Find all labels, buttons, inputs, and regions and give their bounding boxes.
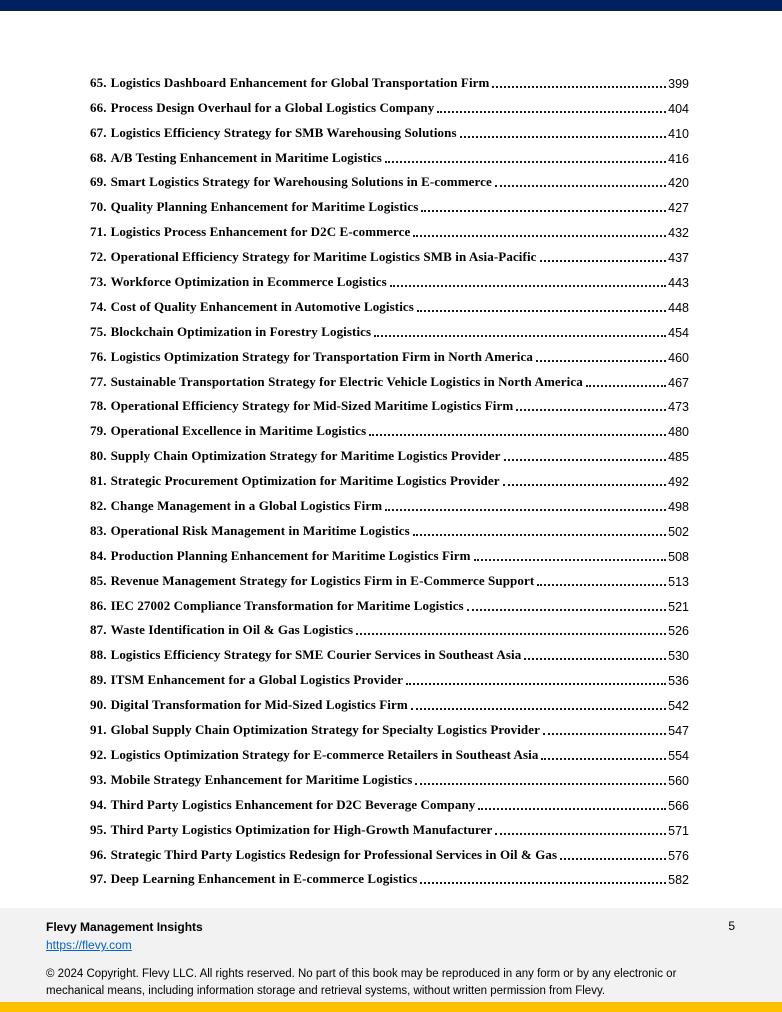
toc-entry-page-number: 536 xyxy=(668,674,689,689)
toc-entry-number: 73. xyxy=(90,274,107,290)
toc-entry[interactable] xyxy=(90,738,689,763)
toc-entry-title: Waste Identification in Oil & Gas Logistics xyxy=(110,622,354,638)
toc-entry[interactable] xyxy=(90,564,689,589)
dot-leader xyxy=(421,210,666,212)
toc-entry[interactable] xyxy=(90,141,689,166)
dot-leader xyxy=(406,683,666,685)
toc-entry-number: 65. xyxy=(90,74,107,90)
dot-leader xyxy=(495,833,666,835)
dot-leader xyxy=(516,409,666,411)
toc-entry-page-number: 404 xyxy=(668,101,689,116)
toc-entry-title: Revenue Management Strategy for Logistics Firm in E-Commerce Support xyxy=(110,572,535,588)
toc-entry[interactable] xyxy=(90,240,689,265)
toc-entry-title: Mobile Strategy Enhancement for Maritime Logistics xyxy=(110,771,413,787)
toc-entry-title: Cost of Quality Enhancement in Automotive Logistics xyxy=(110,298,414,314)
toc-entry-number: 95. xyxy=(90,821,107,837)
toc-entry[interactable] xyxy=(90,66,689,91)
toc-entry-number: 81. xyxy=(90,473,107,489)
toc-entry[interactable] xyxy=(90,340,689,365)
copyright-text: © 2024 Copyright. Flevy LLC. All rights reserved. No part of this book may be reproduced in any form or by any electronic or mechanical means, including information storage and retrieval systems, without written permission from Flevy. xyxy=(46,968,677,997)
dot-leader xyxy=(560,858,666,860)
toc-entry-page-number: 542 xyxy=(668,699,689,714)
dot-leader xyxy=(478,808,666,810)
dot-leader xyxy=(543,733,666,735)
toc-entry[interactable] xyxy=(90,763,689,788)
toc-entry-number: 82. xyxy=(90,498,107,514)
toc-entry-number: 72. xyxy=(90,249,107,265)
toc-entry-title: Operational Risk Management in Maritime Logistics xyxy=(110,522,410,538)
toc-entry-number: 85. xyxy=(90,572,107,588)
footer-link[interactable]: https://flevy.com xyxy=(46,938,132,952)
toc-entry-title: Logistics Efficiency Strategy for SME Courier Services in Southeast Asia xyxy=(110,647,522,663)
toc-entry-page-number: 521 xyxy=(668,599,689,614)
dot-leader xyxy=(415,783,666,785)
dot-leader xyxy=(356,633,666,635)
toc-entry-page-number: 560 xyxy=(668,773,689,788)
toc-entry-title: Blockchain Optimization in Forestry Logistics xyxy=(110,323,372,339)
toc-entry-title: Logistics Process Enhancement for D2C E-commerce xyxy=(110,224,411,240)
toc-entry-title: Third Party Logistics Enhancement for D2C Beverage Company xyxy=(110,796,476,812)
toc-entry-number: 75. xyxy=(90,323,107,339)
toc-entry[interactable] xyxy=(90,166,689,191)
toc-entry-page-number: 526 xyxy=(668,624,689,639)
toc-entry-title: Supply Chain Optimization Strategy for Maritime Logistics Provider xyxy=(110,448,501,464)
toc-entry-title: Logistics Optimization Strategy for Transportation Firm in North America xyxy=(110,348,533,364)
toc-entry-number: 83. xyxy=(90,522,107,538)
toc-entry-title: Global Supply Chain Optimization Strategy for Specialty Logistics Provider xyxy=(110,722,540,738)
toc-entry[interactable] xyxy=(90,838,689,863)
toc-entry-page-number: 576 xyxy=(668,848,689,863)
toc-entry-page-number: 467 xyxy=(668,375,689,390)
toc-entry-number: 70. xyxy=(90,199,107,215)
toc-entry[interactable] xyxy=(90,439,689,464)
dot-leader xyxy=(385,161,666,163)
toc-entry-title: Process Design Overhaul for a Global Logistics Company xyxy=(110,99,435,115)
toc-entry-title: Operational Efficiency Strategy for Mid-Sized Maritime Logistics Firm xyxy=(110,398,514,414)
dot-leader xyxy=(503,484,667,486)
toc-entry-number: 74. xyxy=(90,298,107,314)
toc-entry-number: 91. xyxy=(90,722,107,738)
toc-entry-page-number: 410 xyxy=(668,126,689,141)
dot-leader xyxy=(417,310,666,312)
toc-entry[interactable] xyxy=(90,315,689,340)
toc-entry[interactable] xyxy=(90,414,689,439)
toc-entry-number: 66. xyxy=(90,99,107,115)
toc-entry[interactable] xyxy=(90,713,689,738)
toc-entry-page-number: 427 xyxy=(668,201,689,216)
dot-leader xyxy=(420,882,666,884)
toc-entry[interactable] xyxy=(90,390,689,415)
toc-entry[interactable] xyxy=(90,116,689,141)
toc-entry-page-number: 498 xyxy=(668,500,689,515)
toc-entry-number: 96. xyxy=(90,846,107,862)
toc-entry-page-number: 502 xyxy=(668,524,689,539)
toc-entry-title: Strategic Procurement Optimization for Maritime Logistics Provider xyxy=(110,473,500,489)
page-number: 5 xyxy=(728,919,735,933)
toc-entry-title: Third Party Logistics Optimization for High-Growth Manufacturer xyxy=(110,821,493,837)
toc-entry-title: Sustainable Transportation Strategy for Electric Vehicle Logistics in North America xyxy=(110,373,583,389)
dot-leader xyxy=(586,385,666,387)
toc-entry-number: 90. xyxy=(90,697,107,713)
toc-entry-page-number: 530 xyxy=(668,649,689,664)
toc-entry-number: 97. xyxy=(90,871,107,887)
dot-leader xyxy=(460,136,666,138)
toc-entry-page-number: 485 xyxy=(668,450,689,465)
toc-entry-page-number: 582 xyxy=(668,873,689,888)
toc-entry-title: Quality Planning Enhancement for Maritime Logistics xyxy=(110,199,419,215)
toc-entry-page-number: 547 xyxy=(668,724,689,739)
page-footer xyxy=(0,908,782,1002)
toc-entry-number: 89. xyxy=(90,672,107,688)
dot-leader xyxy=(492,86,666,88)
toc-entry[interactable] xyxy=(90,863,689,888)
top-accent-bar xyxy=(0,0,782,11)
toc-entry-number: 94. xyxy=(90,796,107,812)
toc-entry-number: 78. xyxy=(90,398,107,414)
toc-entry-page-number: 473 xyxy=(668,400,689,415)
toc-entry[interactable] xyxy=(90,589,689,614)
toc-entry-number: 79. xyxy=(90,423,107,439)
toc-entry-number: 84. xyxy=(90,547,107,563)
dot-leader xyxy=(411,708,666,710)
toc-entry-page-number: 432 xyxy=(668,226,689,241)
toc-entry[interactable] xyxy=(90,788,689,813)
toc-entry-number: 67. xyxy=(90,124,107,140)
dot-leader xyxy=(537,584,666,586)
dot-leader xyxy=(385,509,666,511)
dot-leader xyxy=(524,658,666,660)
toc-entry-number: 69. xyxy=(90,174,107,190)
toc-entry[interactable] xyxy=(90,638,689,663)
toc-entry[interactable] xyxy=(90,91,689,116)
toc-entry[interactable] xyxy=(90,215,689,240)
dot-leader xyxy=(437,111,666,113)
toc-entry-title: Smart Logistics Strategy for Warehousing Solutions in E-commerce xyxy=(110,174,492,190)
toc-entry-page-number: 513 xyxy=(668,574,689,589)
bottom-accent-bar xyxy=(0,1002,782,1012)
toc-entry[interactable] xyxy=(90,489,689,514)
dot-leader xyxy=(369,434,666,436)
toc-entry-page-number: 399 xyxy=(668,76,689,91)
toc-entry[interactable] xyxy=(90,464,689,489)
toc-entry-number: 80. xyxy=(90,448,107,464)
toc-entry-page-number: 492 xyxy=(668,475,689,490)
toc-entry[interactable] xyxy=(90,514,689,539)
toc-entry[interactable] xyxy=(90,688,689,713)
toc-entry-number: 86. xyxy=(90,597,107,613)
toc-list xyxy=(90,66,689,887)
toc-entry-page-number: 437 xyxy=(668,251,689,266)
toc-entry[interactable] xyxy=(90,265,689,290)
dot-leader xyxy=(413,235,666,237)
toc-entry-number: 68. xyxy=(90,149,107,165)
dot-leader xyxy=(474,559,667,561)
toc-entry-title: Workforce Optimization in Ecommerce Logistics xyxy=(110,274,387,290)
dot-leader xyxy=(413,534,666,536)
footer-brand-block xyxy=(46,919,203,954)
toc-entry-page-number: 480 xyxy=(668,425,689,440)
footer-brand: Flevy Management Insights xyxy=(46,920,203,934)
dot-leader xyxy=(495,185,666,187)
toc-entry[interactable] xyxy=(90,290,689,315)
toc-entry-title: Logistics Optimization Strategy for E-commerce Retailers in Southeast Asia xyxy=(110,746,539,762)
toc-entry-title: Operational Efficiency Strategy for Maritime Logistics SMB in Asia-Pacific xyxy=(110,249,537,265)
toc-entry-title: IEC 27002 Compliance Transformation for Maritime Logistics xyxy=(110,597,464,613)
toc-entry-page-number: 454 xyxy=(668,325,689,340)
toc-entry-title: A/B Testing Enhancement in Maritime Logistics xyxy=(110,149,382,165)
dot-leader xyxy=(390,285,666,287)
toc-entry-number: 87. xyxy=(90,622,107,638)
toc-entry-title: Logistics Dashboard Enhancement for Global Transportation Firm xyxy=(110,74,490,90)
table-of-contents xyxy=(90,66,689,887)
toc-entry[interactable] xyxy=(90,663,689,688)
toc-entry-page-number: 443 xyxy=(668,276,689,291)
toc-entry-number: 76. xyxy=(90,348,107,364)
toc-entry-number: 71. xyxy=(90,224,107,240)
dot-leader xyxy=(540,260,667,262)
toc-entry[interactable] xyxy=(90,190,689,215)
toc-entry[interactable] xyxy=(90,365,689,390)
toc-entry-page-number: 416 xyxy=(668,151,689,166)
toc-entry[interactable] xyxy=(90,614,689,639)
toc-entry-title: Strategic Third Party Logistics Redesign for Professional Services in Oil & Gas xyxy=(110,846,558,862)
toc-entry[interactable] xyxy=(90,539,689,564)
toc-entry-title: Digital Transformation for Mid-Sized Logistics Firm xyxy=(110,697,408,713)
toc-entry-page-number: 508 xyxy=(668,549,689,564)
footer-top-row xyxy=(46,919,736,954)
toc-entry[interactable] xyxy=(90,813,689,838)
toc-entry-title: Production Planning Enhancement for Maritime Logistics Firm xyxy=(110,547,471,563)
toc-entry-number: 77. xyxy=(90,373,107,389)
dot-leader xyxy=(467,609,666,611)
toc-entry-number: 88. xyxy=(90,647,107,663)
toc-entry-page-number: 420 xyxy=(668,176,689,191)
toc-entry-title: Operational Excellence in Maritime Logistics xyxy=(110,423,367,439)
toc-entry-page-number: 566 xyxy=(668,798,689,813)
dot-leader xyxy=(541,758,666,760)
toc-entry-number: 93. xyxy=(90,771,107,787)
toc-entry-page-number: 571 xyxy=(668,823,689,838)
toc-entry-title: Change Management in a Global Logistics Firm xyxy=(110,498,383,514)
toc-entry-title: Logistics Efficiency Strategy for SMB Warehousing Solutions xyxy=(110,124,457,140)
toc-entry-page-number: 460 xyxy=(668,350,689,365)
toc-entry-title: ITSM Enhancement for a Global Logistics Provider xyxy=(110,672,404,688)
dot-leader xyxy=(536,360,666,362)
dot-leader xyxy=(504,459,667,461)
toc-entry-title: Deep Learning Enhancement in E-commerce Logistics xyxy=(110,871,418,887)
toc-entry-page-number: 554 xyxy=(668,748,689,763)
dot-leader xyxy=(374,335,666,337)
toc-entry-number: 92. xyxy=(90,746,107,762)
toc-entry-page-number: 448 xyxy=(668,300,689,315)
